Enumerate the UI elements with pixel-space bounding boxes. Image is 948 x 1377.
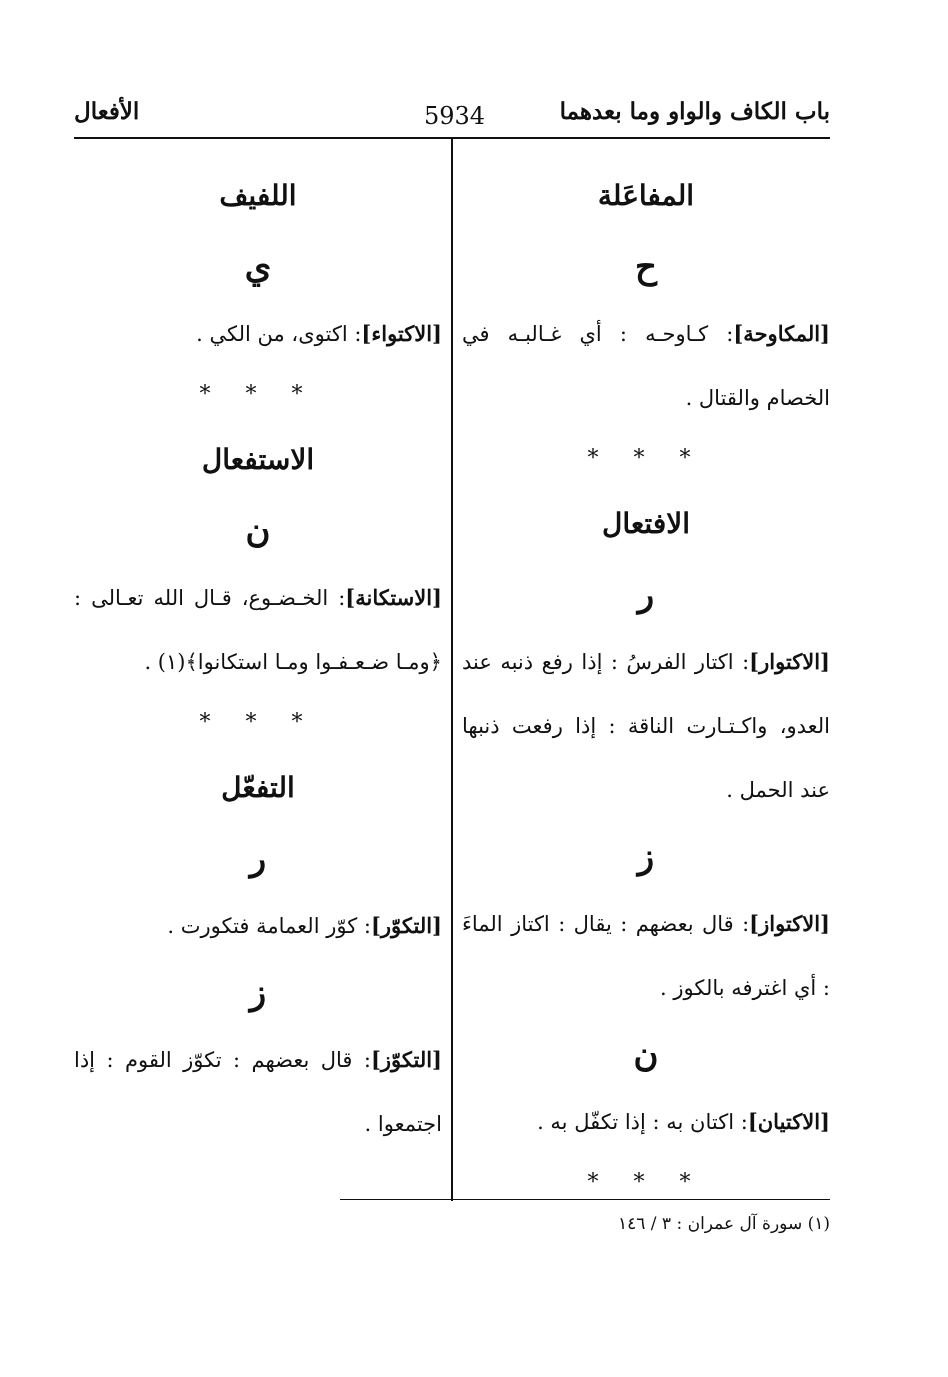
- page-number: 5934: [424, 102, 486, 130]
- root-letter-ra: ر: [249, 839, 267, 879]
- entry-text: : كوّر العمامة فتكورت .: [167, 914, 371, 938]
- entry-iktiyan: [462, 1090, 830, 1154]
- heading-tafaul: التفعّل: [221, 771, 295, 804]
- entry-text: : قال بعضهم : تكوّز القوم : إذا اجتمعوا .: [74, 1048, 442, 1136]
- section-separator: * * *: [587, 446, 705, 471]
- entry-takawwur: [74, 894, 442, 958]
- root-letter-ra: ر: [637, 575, 655, 615]
- entry-term: [الاستكانة]: [345, 585, 442, 610]
- column-divider: [451, 139, 453, 1201]
- heading-istifaal: الاستفعال: [201, 443, 315, 476]
- heading-iftiaal: الافتعال: [602, 507, 690, 540]
- root-letter-nun: ن: [245, 511, 271, 551]
- entry-term: [الاكتواز]: [749, 911, 830, 936]
- entry-iktiwaz: [462, 892, 830, 1020]
- category-title: الأفعال: [74, 98, 140, 125]
- root-letter-ya: ي: [244, 247, 272, 287]
- entry-text: : اكتار الفرسُ : إذا رفع ذنبه عند العدو، واكـتـارت الناقة : إذا رفعت ذنبها عند الحمل .: [462, 650, 830, 802]
- entry-term: [الاكتيان]: [747, 1109, 830, 1134]
- footnote: (١) سورة آل عمران : ٣ / ١٤٦: [617, 1214, 830, 1234]
- root-letter-ha: ح: [635, 247, 657, 287]
- entry-mukawaha: [462, 302, 830, 430]
- left-column: [74, 160, 442, 1156]
- entry-term: [المكاوحة]: [733, 321, 830, 346]
- entry-term: [الاكتواء]: [361, 321, 442, 346]
- section-separator: * * *: [199, 382, 317, 407]
- entry-text: : اكتان به : إذا تكفّل به .: [537, 1110, 748, 1134]
- root-letter-nun: ن: [633, 1035, 659, 1075]
- page-header: [74, 98, 830, 134]
- entry-term: [الاكتوار]: [749, 649, 830, 674]
- entry-text: : قال بعضهم : يقال : اكتاز الماءَ : أي اغترفه بالكوز .: [462, 912, 830, 1000]
- section-separator: * * *: [199, 710, 317, 735]
- entry-takawwuz: [74, 1028, 442, 1156]
- root-letter-za: ز: [637, 837, 655, 877]
- entry-term: [التكوّر]: [370, 913, 442, 938]
- entry-iktiwa: [74, 302, 442, 366]
- root-letter-za: ز: [249, 973, 267, 1013]
- section-separator: * * *: [587, 1170, 705, 1195]
- heading-lafif: اللفيف: [219, 179, 297, 212]
- entry-text: : اكتوى، من الكي .: [196, 322, 362, 346]
- right-column: [462, 160, 830, 1212]
- section-title: باب الكاف والواو وما بعدهما: [559, 98, 830, 125]
- entry-text: : كـاوحـه : أي غـالبـه في الخصام والقتال .: [462, 322, 830, 410]
- entry-iktiwar: [462, 630, 830, 822]
- entry-istikana: [74, 566, 442, 694]
- footnote-rule: [340, 1199, 830, 1200]
- entry-text: : الخـضـوع، قـال الله تعـالى : ﴿ومـا ضـعـفـوا ومـا استكانوا﴾(١) .: [74, 586, 442, 674]
- entry-term: [التكوّز]: [370, 1047, 442, 1072]
- heading-mufaala: المفاعَلة: [597, 179, 695, 212]
